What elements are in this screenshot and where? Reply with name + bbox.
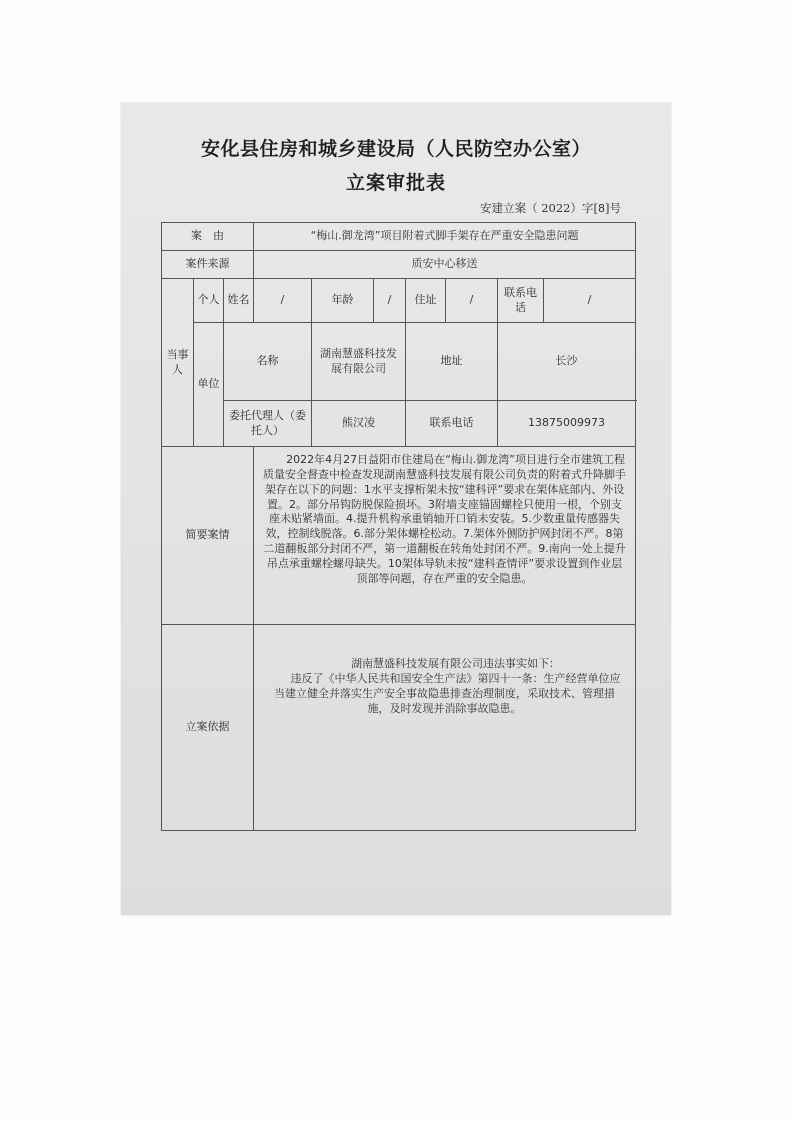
case-number-value: 8	[598, 202, 605, 215]
phone-value: /	[544, 279, 636, 323]
party-label: 当事人	[162, 279, 194, 447]
row-basis	[162, 625, 636, 831]
summary-value: 2022年4月27日益阳市住建局在“梅山.御龙湾”项目进行全市建筑工程质量安全督查中检查发现湖南慧盛科技发展有限公司负责的附着式升降脚手架存在以下的问题：1水平支撑桁架未按“建科评”要求在架体底部内、外设置。2。部分吊钩防脱保险损坏。3附墙支座锚固螺栓只使用一根，个别支座未贴紧墙面。4.提升机构承重销轴开口销未安装。5.少数重量传感器失效，控制线脱落。6.部分架体螺栓松动。7.架体外侧防护网封闭不严。8第二道翻板部分封闭不严，第一道翻板在转角处封闭不严。9.南向一处上提升吊点承重螺栓螺母缺失。10架体导轨未按“建科查情评”要求设置到作业层顶部等问题，存在严重的安全隐患。	[254, 447, 636, 625]
phone-label: 联系电话	[498, 279, 544, 323]
case-number	[480, 200, 621, 216]
document-subtitle: 立案审批表	[345, 172, 446, 194]
address-label: 住址	[406, 279, 446, 323]
case-number-suffix: ]号	[605, 201, 621, 215]
source-label: 案件来源	[162, 251, 254, 279]
row-summary	[162, 447, 636, 625]
row-cause	[162, 223, 636, 251]
name-label: 姓名	[224, 279, 254, 323]
summary-label: 简要案情	[162, 447, 254, 625]
basis-value: 违反了《中华人民共和国安全生产法》第四十一条：生产经营单位应当建立健全并落实生产安全事故隐患排查治理制度，采取技术、管理措施，及时发现并消除事故隐患。	[274, 671, 621, 715]
agent-phone-value: 13875009973	[498, 401, 636, 447]
agent-label: 委托代理人（委托人）	[224, 401, 312, 447]
source-value: 质安中心移送	[254, 251, 636, 279]
unit-label: 单位	[194, 323, 224, 447]
age-value: /	[374, 279, 406, 323]
agent-phone-label: 联系电话	[406, 401, 498, 447]
cause-value: “梅山.御龙湾”项目附着式脚手架存在严重安全隐患问题	[254, 223, 636, 251]
basis-label: 立案依据	[162, 625, 254, 831]
unit-name-value: 湖南慧盛科技发展有限公司	[312, 323, 406, 401]
unit-address-value: 长沙	[498, 323, 636, 401]
age-label: 年龄	[312, 279, 374, 323]
document-title: 安化县住房和城乡建设局（人民防空办公室）	[200, 138, 591, 160]
row-person	[162, 279, 636, 323]
basis-intro: 湖南慧盛科技发展有限公司违法事实如下：	[351, 657, 561, 670]
unit-name-label: 名称	[224, 323, 312, 401]
row-unit	[162, 323, 636, 401]
unit-address-label: 地址	[406, 323, 498, 401]
case-number-prefix: 安建立案（ 2022）字[	[480, 201, 598, 215]
basis-content	[254, 625, 636, 831]
address-value: /	[446, 279, 498, 323]
name-value: /	[254, 279, 312, 323]
approval-form-table	[161, 222, 636, 831]
row-agent	[162, 401, 636, 447]
agent-value: 熊汉凌	[312, 401, 406, 447]
person-label: 个人	[194, 279, 224, 323]
cause-label: 案 由	[162, 223, 254, 251]
row-source	[162, 251, 636, 279]
